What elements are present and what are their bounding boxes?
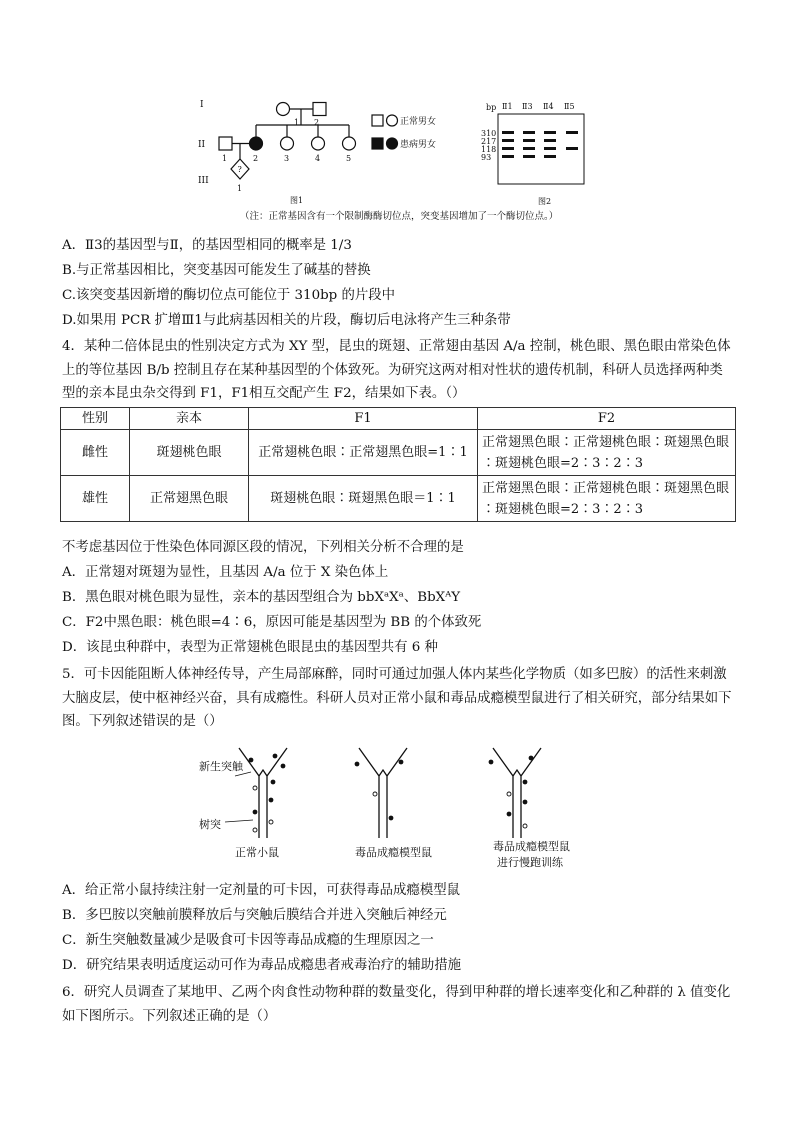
lane-label-1: Ⅱ1 [502, 102, 513, 111]
size-label-118: 118 [481, 145, 497, 154]
table-header-f2: F2 [478, 408, 736, 430]
ii-number-5: 5 [346, 154, 352, 163]
ii1-male-normal [219, 137, 232, 150]
table-cell: 正常翅桃色眼∶正常翅黑色眼=1∶1 [249, 430, 478, 476]
legend-normal-label: 正常男女 [400, 117, 437, 127]
q5-stem: 5．可卡因能阻断人体神经传导，产生局部麻醉，同时可通过加强人体内某些化学物质（如多巴胺）的活性来刺激大脑皮层，使中枢神经兴奋，具有成瘾性。科研人员对正常小鼠和毒品成瘾模型鼠进行了相关研究，部分结果如下图。下列叙述错误的是（） [62, 667, 732, 729]
figure-footnote: （注：正常基因含有一个限制酶酶切位点，突变基因增加了一个酶切位点。） [240, 211, 559, 222]
table-cell: 斑翅桃色眼∶斑翅黑色眼＝1∶1 [249, 476, 478, 522]
q4-option-c: C．F2中黑色眼：桃色眼=4∶6，原因可能是基因型为 BB 的个体致死 [62, 615, 482, 630]
label-addicted-run-2: 进行慢跑训练 [497, 856, 563, 869]
gen-label-ii: II [198, 140, 206, 150]
table-cell: 雄性 [61, 476, 130, 522]
gen-label-iii: III [198, 176, 209, 186]
ii3-female-normal [281, 137, 294, 150]
q3-option-b: B.与正常基因相比，突变基因可能发生了碱基的替换 [62, 263, 371, 278]
bp-label: bp [486, 103, 497, 112]
legend-affected-label: 患病男女 [400, 140, 437, 150]
table-header-f1: F1 [249, 408, 478, 430]
size-label-217: 217 [481, 137, 497, 146]
label-dendrite: 树突 [199, 818, 221, 831]
lane-label-4: Ⅱ5 [564, 102, 575, 111]
q6-stem: 6．研究人员调查了某地甲、乙两个肉食性动物种群的数量变化，得到甲种群的增长速率变化和乙种群的 λ 值变化如下图所示。下列叙述正确的是（） [62, 985, 731, 1024]
q4-option-d: D．该昆虫种群中，表型为正常翅桃色眼昆虫的基因型共有 6 种 [62, 640, 438, 655]
ii2-female-affected [250, 137, 263, 150]
q5-option-a: A．给正常小鼠持续注射一定剂量的可卡因，可获得毒品成瘾模型鼠 [62, 883, 460, 898]
size-label-93: 93 [481, 153, 492, 162]
ii-number-4: 4 [315, 154, 321, 163]
q5-option-b: B．多巴胺以突触前膜释放后与突触后膜结合并进入突触后神经元 [62, 908, 447, 923]
table-cell: 雌性 [61, 430, 130, 476]
q3-option-c: C.该突变基因新增的酶切位点可能位于 310bp 的片段中 [62, 288, 396, 303]
gel-figure [478, 96, 588, 208]
pedigree-legend [370, 112, 460, 156]
label-normal-mouse: 正常小鼠 [235, 846, 279, 859]
i2-male-normal [313, 103, 326, 116]
q4-stem: 4．某种二倍体昆虫的性别决定方式为 XY 型，昆虫的斑翅、正常翅由基因 A/a 控制，桃色眼、黑色眼由常染色体上的等位基因 B/b 控制且存在某种基因型的个体致死。为研究这两对相对性状的遗传机制，科研人员选择两种类型的亲本昆虫杂交得到 F1，F1相互交配产生 F2，结果如下表。（） [62, 339, 731, 401]
dendrite-normal [239, 748, 287, 838]
label-new-synapse: 新生突触 [199, 760, 243, 773]
ii-number-3: 3 [284, 154, 290, 163]
q5-option-d: D．研究结果表明适度运动可作为毒品成瘾患者戒毒治疗的辅助措施 [62, 958, 462, 973]
table-header-parent: 亲本 [130, 408, 249, 430]
dendrite-figure [195, 738, 615, 876]
lane-label-2: Ⅱ3 [522, 102, 533, 111]
size-label-310: 310 [481, 129, 497, 138]
pedigree-figure [190, 95, 370, 207]
ii5-female-normal [343, 137, 356, 150]
q4-option-a: A．正常翅对斑翅为显性，且基因 A/a 位于 X 染色体上 [62, 565, 389, 580]
i-number-2: 2 [314, 118, 320, 127]
table-cell: 正常翅黑色眼∶正常翅桃色眼∶斑翅黑色眼∶斑翅桃色眼=2∶3∶2∶3 [478, 476, 736, 522]
q3-option-d: D.如果用 PCR 扩增Ⅲ1与此病基因相关的片段，酶切后电泳将产生三种条带 [62, 313, 511, 328]
i-number-1: 1 [294, 118, 300, 127]
table-header-sex: 性别 [61, 408, 130, 430]
dendrite-addicted-running [493, 748, 541, 838]
lane-label-3: Ⅱ4 [543, 102, 554, 111]
figure2-caption: 图2 [538, 197, 552, 206]
label-addicted-run-1: 毒品成瘾模型鼠 [493, 840, 570, 853]
i1-female-normal [277, 103, 290, 116]
iii-number-1: 1 [237, 184, 243, 193]
q5-option-c: C．新生突触数量减少是吸食可卡因等毒品成瘾的生理原因之一 [62, 933, 434, 948]
cross-results-table [60, 407, 736, 522]
iii-unknown-mark: ? [237, 165, 242, 174]
table-cell: 斑翅桃色眼 [130, 430, 249, 476]
table-cell: 正常翅黑色眼 [130, 476, 249, 522]
q4-option-b: B．黑色眼对桃色眼为显性，亲本的基因型组合为 bbXᵃXᵃ、BbXᴬY [62, 590, 461, 605]
figure1-caption: 图1 [290, 196, 304, 205]
label-addicted-mouse: 毒品成瘾模型鼠 [355, 846, 432, 859]
ii-number-2: 2 [253, 154, 259, 163]
table-cell: 正常翅黑色眼∶正常翅桃色眼∶斑翅黑色眼∶斑翅桃色眼=2∶3∶2∶3 [478, 430, 736, 476]
q3-option-a: A．Ⅱ3的基因型与Ⅱ，的基因型相同的概率是 1/3 [62, 238, 352, 253]
ii-number-1: 1 [222, 154, 228, 163]
ii4-female-normal [312, 137, 325, 150]
q4-after: 不考虑基因位于性染色体同源区段的情况，下列相关分析不合理的是 [62, 540, 464, 555]
gen-label-i: I [200, 100, 204, 110]
